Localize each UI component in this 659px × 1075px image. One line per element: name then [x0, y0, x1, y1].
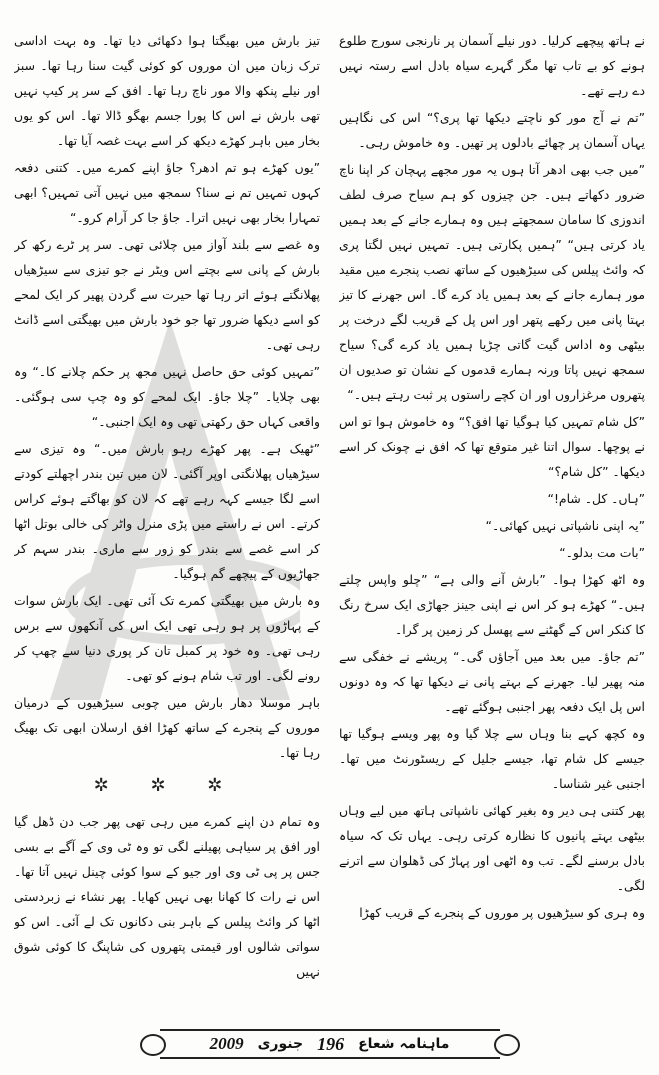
- paragraph: نے ہاتھ پیچھے کرلیا۔ دور نیلے آسمان پر نارنجی سورج طلوع ہونے کو بے تاب تھا مگر گہرے سیاہ بادل اسے رستہ نہیں دے رہے تھے۔: [339, 33, 645, 98]
- page-footer: [0, 1024, 659, 1064]
- paragraph: باہر موسلا دھار بارش میں چوبی سیڑھیوں کے درمیان موروں کے پنجرے کے ساتھ کھڑا افق ارسلان ابھی تک بھیگ رہا تھا۔: [14, 695, 320, 760]
- paragraph: وہ تمام دن اپنے کمرے میں رہی تھی پھر جب دن ڈھل گیا اور افق پر سیاہی پھیلنے لگی تو وہ ٹی وی کے آگے بے بسی جس پر پی ٹی وی اور جیو کے سوا کوئی چینل نہیں آتا تھا۔ اس نے رات کا کھانا بھی نہیں کھایا۔ پھر نشاء نے زبردستی اٹھا کر وائٹ پیلس کے باہر بنی دکانوں تک لے آئی۔ اس کو سواتی شالوں اور قیمتی پتھروں کی شاپنگ کا کوئی شوق نہیں: [14, 814, 320, 979]
- section-divider: ✲ ✲ ✲: [93, 775, 241, 796]
- paragraph: پھر کتنی ہی دیر وہ بغیر کھائی ناشپاتی ہاتھ میں لیے وہاں بیٹھی بہتے پانیوں کا نظارہ کرتی رہی۔ یہاں تک کہ سیاہ بادل برسنے لگے۔ تب وہ اٹھی اور پہاڑ کی ڈھلوان سے اترنے لگی۔: [339, 803, 645, 893]
- right-column: [339, 28, 645, 1018]
- magazine-name: ماہنامہ شعاع: [358, 1036, 450, 1052]
- paragraph: ”یہ اپنی ناشپاتی نہیں کھائی۔“: [485, 518, 645, 533]
- paragraph: ”میں جب بھی ادھر آتا ہوں یہ مور مجھے پہچان کر اپنا ناچ ضرور دکھاتے ہیں۔ جن چیزوں کو ہم سیاح صرف لطف اندوزی کا سامان سمجھتے ہیں وہ ہمارے جانے کے بعد ہمیں یاد کرتی ہیں“ ”ہمیں پکارتی ہیں۔ تمہیں نہیں لگتا پری کہ وائٹ پیلس کی سیڑھیوں کے ساتھ نصب پنجرے میں مقید مور ہمارے جانے کے بعد ہمیں یاد کرے گا۔ اس جھرنے کا تیز بہتا پانی میں رکھے پتھر اور اس پل کے قریب لگے درخت پر بیٹھی وہ اداس گیت گاتی چڑیا ہمیں یاد کرے گی؟ سیاح سمجھ نہیں پاتا ورنہ ہمارے قدموں کے نشان تو صدیوں ان پتھروں مرغزاروں اور ان کچے راستوں پر ثبت رہتے ہیں۔“: [339, 162, 645, 402]
- paragraph: ”تم نے آج مور کو ناچتے دیکھا تھا پری؟“ اس کی نگاہیں یہاں آسمان پر چھائے بادلوں پر تھیں۔ وہ خاموش رہی۔: [339, 110, 645, 150]
- issue-month: جنوری: [257, 1036, 304, 1052]
- paragraph: ”تم جاؤ۔ میں بعد میں آجاؤں گی۔“ پریشے نے خفگی سے منہ پھیر لیا۔ جھرنے کے بہتے پانی نے دیکھا تھا کہ وہ دونوں اس پل ایک دفعہ پھر اجنبی ہوگئے تھے۔: [339, 649, 645, 714]
- paragraph: ”ٹھیک ہے۔ پھر کھڑے رہو بارش میں۔“ وہ تیزی سے سیڑھیاں پھلانگتی اوپر آگئی۔ لان میں تین بندر اچھلتے کودتے اسے لگا جیسے کہہ رہے تھے کہ لان کو بھاگتے ہوئے کراس کرتے۔ اس نے راستے میں پڑی منرل واٹر کی خالی بوتل اٹھا کر اسے غصے سے بندر کو زور سے ماری۔ بندر سہم کر جھاڑیوں کے پیچھے گم ہوگیا۔: [14, 441, 320, 581]
- paragraph: تیز بارش میں بھیگتا ہوا دکھائی دیا تھا۔ وہ بہت اداسی ترک زبان میں ان موروں کو کوئی گیت سنا رہا تھا۔ سبز اور نیلے پنکھ والا مور ناچ رہا تھا۔ افق کے سر پر کیپ نہیں تھی بارش نے اس کا پورا جسم بھگو ڈالا تھا۔ اس کو یوں بخار میں باہر کھڑے دیکھ کر اسے بہت غصہ آیا تھا۔: [14, 33, 320, 148]
- paragraph: وہ کچھ کہے بنا وہاں سے چلا گیا وہ پھر ویسے ہوگیا تھا جیسے کل شام تھا، جیسے جلیل کے ریسٹورنٹ میں تھا۔ اجنبی غیر شناسا۔: [339, 726, 645, 791]
- text-columns: [14, 28, 645, 1018]
- page-number: 196: [317, 1033, 345, 1054]
- paragraph: ”ہاں۔ کل۔ شام!“: [547, 491, 645, 506]
- paragraph: وہ بارش میں بھیگتی کمرے تک آئی تھی۔ ایک بارش سوات کے پہاڑوں پر ہو رہی تھی ایک اس کی آنکھوں سے برس رہی تھی۔ وہ خود پر کمبل تان کر پوری دنیا سے چھپ کر رونے لگی۔ اور تب شام ہونے کو تھی۔: [14, 593, 320, 683]
- paragraph: ”کل شام تمہیں کیا ہوگیا تھا افق؟“ وہ خاموش ہوا تو اس نے پوچھا۔ سوال اتنا غیر متوقع تھا کہ افق نے چونک کر اسے دیکھا۔ ”کل شام؟“: [339, 414, 645, 479]
- paragraph: ”یوں کھڑے ہو تم ادھر؟ جاؤ اپنے کمرے میں۔ کتنی دفعہ کہوں تمہیں تم نے سنا؟ سمجھ میں نہیں آتی تمہیں؟ ابھی تمہارا بخار بھی نہیں اترا۔ جاؤ جا کر آرام کرو۔“: [14, 160, 320, 225]
- left-column: [14, 28, 320, 1018]
- paragraph: ”تمہیں کوئی حق حاصل نہیں مجھ پر حکم چلانے کا۔“ وہ بھی چلایا۔ ”چلا جاؤ۔ ایک لمحے کو وہ چپ سی ہوگئی۔ واقعی کہاں حق رکھتی تھی وہ ایک اجنبی۔“: [14, 364, 320, 429]
- paragraph: وہ اٹھ کھڑا ہوا۔ ”بارش آنے والی ہے“ ”چلو واپس چلتے ہیں۔“ کھڑے ہو کر اس نے اپنی جینز جھاڑی ایک سرخ رنگ کا کنکر اس کے گھٹنے سے پھسل کر زمین پر گرا۔: [339, 572, 645, 637]
- ornament-icon: [494, 1034, 520, 1056]
- paragraph: ”بات مت بدلو۔“: [559, 545, 645, 560]
- issue-year: 2009: [209, 1034, 244, 1053]
- paragraph: وہ غصے سے بلند آواز میں چلائی تھی۔ سر پر ٹرے رکھ کر بارش کے پانی سے بچتے اس ویٹر نے جو تیزی سے سیڑھیاں پھلانگتے ہوئے اتر رہا تھا حیرت سے گردن پھیر کر ایک لمحے کو اسے دیکھا ضرور تھا جو خود بارش میں بھیگتی اسے ڈانٹ رہی تھی۔: [14, 237, 320, 352]
- footer-frame: [160, 1029, 500, 1059]
- paragraph: وہ ہری کو سیڑھیوں پر موروں کے پنجرے کے قریب کھڑا: [359, 905, 645, 920]
- ornament-icon: [140, 1034, 166, 1056]
